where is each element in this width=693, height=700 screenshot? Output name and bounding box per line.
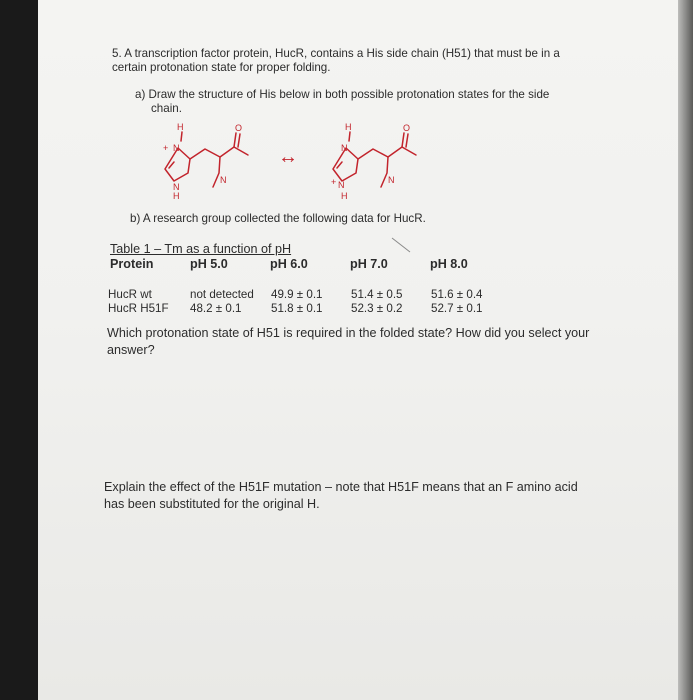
table-header-ph7: pH 7.0 bbox=[350, 257, 388, 271]
left-atom-n-amine: N bbox=[220, 175, 227, 185]
table-header-ph6: pH 6.0 bbox=[270, 257, 308, 271]
left-carboxyl-bond bbox=[234, 147, 248, 155]
table-cell-protein: HucR wt bbox=[108, 288, 152, 301]
left-atom-h-bottom: H bbox=[173, 191, 180, 201]
left-top-nh-bond bbox=[181, 132, 182, 141]
pen-stroke-mark bbox=[390, 236, 414, 256]
table-cell-ph7: 51.4 ± 0.5 bbox=[351, 288, 403, 301]
left-atom-o: O bbox=[235, 123, 243, 133]
question-5-line-2: certain protonation state for proper folding. bbox=[112, 61, 331, 74]
right-atom-n-bottom: N bbox=[338, 180, 345, 190]
table-cell-ph5: not detected bbox=[190, 288, 254, 301]
table-header-ph5: pH 5.0 bbox=[190, 257, 228, 271]
table-title: Table 1 – Tm as a function of pH bbox=[110, 242, 292, 256]
table-cell-ph8: 51.6 ± 0.4 bbox=[431, 288, 483, 301]
left-carbonyl bbox=[234, 133, 240, 147]
right-atom-n-top: N bbox=[341, 143, 348, 153]
right-atom-plus: + bbox=[331, 177, 337, 187]
right-side-chain bbox=[358, 147, 402, 159]
table-header-ph8: pH 8.0 bbox=[430, 257, 468, 271]
left-atom-n-top: N bbox=[173, 143, 180, 153]
left-atom-plus: + bbox=[163, 143, 169, 153]
right-top-nh-bond bbox=[349, 132, 350, 141]
left-atom-n-bottom: N bbox=[173, 182, 180, 192]
left-side-chain bbox=[190, 147, 234, 159]
question-protonation-line-1: Which protonation state of H51 is required in the folded state? How did you select your bbox=[107, 326, 590, 340]
question-5-line-1: 5. A transcription factor protein, HucR, contains a His side chain (H51) that must be in a bbox=[112, 47, 560, 60]
right-atom-h-bottom: H bbox=[341, 191, 348, 201]
resonance-arrow: ↔ bbox=[278, 146, 298, 168]
paper-edge-shadow bbox=[678, 0, 693, 700]
table-cell-ph7: 52.3 ± 0.2 bbox=[351, 302, 403, 315]
question-mutation-line-1: Explain the effect of the H51F mutation – note that H51F means that an F amino acid bbox=[104, 480, 578, 494]
right-atom-h-top: H bbox=[345, 122, 352, 132]
part-a-line-1: a) Draw the structure of His below in both possible protonation states for the side bbox=[135, 88, 550, 101]
table-cell-ph5: 48.2 ± 0.1 bbox=[190, 302, 242, 315]
right-atom-o: O bbox=[403, 123, 411, 133]
table-cell-ph8: 52.7 ± 0.1 bbox=[431, 302, 483, 315]
table-cell-ph6: 49.9 ± 0.1 bbox=[271, 288, 323, 301]
left-ring-double-bond bbox=[169, 162, 174, 168]
table-cell-protein: HucR H51F bbox=[108, 302, 169, 315]
right-atom-n-amine: N bbox=[388, 175, 395, 185]
table-header-protein: Protein bbox=[110, 257, 154, 271]
left-amine-bond bbox=[213, 157, 220, 187]
left-atom-h-top: H bbox=[177, 122, 184, 132]
histidine-drawing bbox=[150, 117, 440, 205]
question-protonation-line-2: answer? bbox=[107, 343, 155, 357]
right-ring-double-bond bbox=[337, 162, 342, 168]
question-mutation-line-2: has been substituted for the original H. bbox=[104, 497, 320, 511]
part-b-text: b) A research group collected the following data for HucR. bbox=[130, 212, 426, 225]
part-a-line-2: chain. bbox=[151, 102, 182, 115]
right-amine-bond bbox=[381, 157, 388, 187]
right-carboxyl-bond bbox=[402, 147, 416, 155]
right-carbonyl bbox=[402, 133, 408, 147]
table-cell-ph6: 51.8 ± 0.1 bbox=[271, 302, 323, 315]
